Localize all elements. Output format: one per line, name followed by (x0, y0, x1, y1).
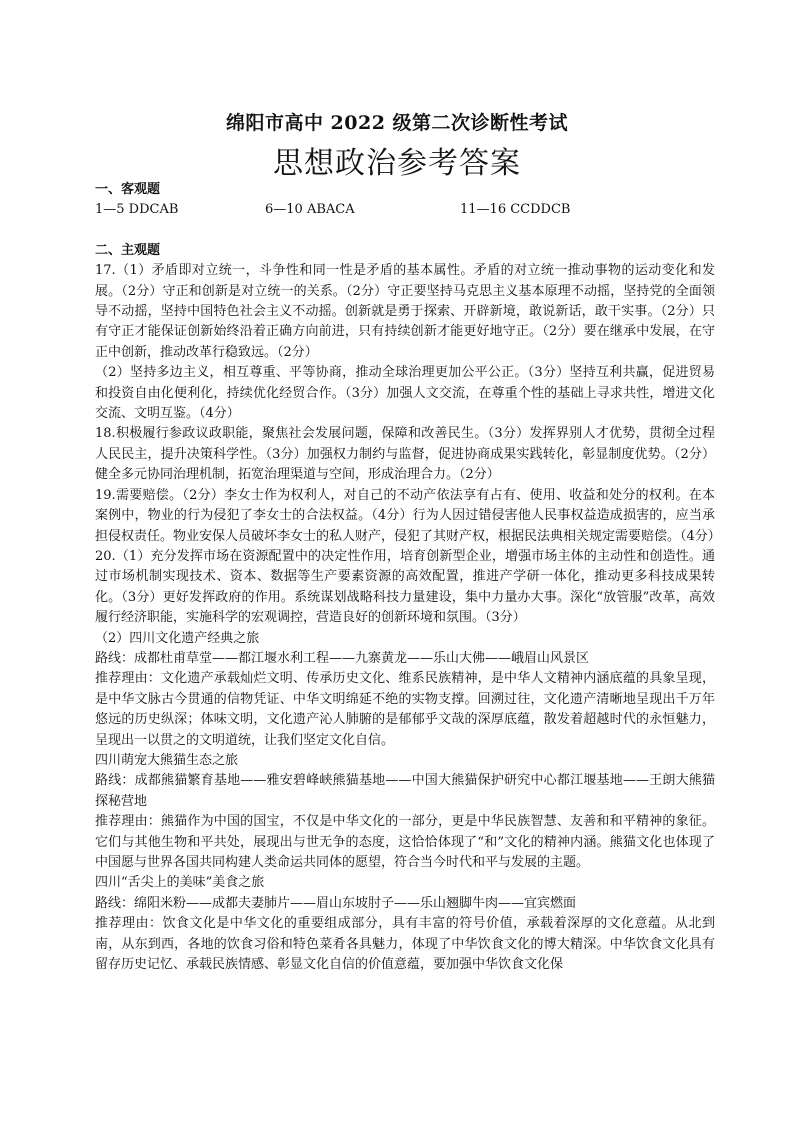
answer-20-1: 20.（1）充分发挥市场在资源配置中的决定性作用，培育创新型企业，增强市场主体的主动性和创造性。通过市场机制实现技术、资本、数据等生产要素资源的高效配置，推进产学研一体化，推动更多科技成果转化。（3分）更好发挥政府的作用。系统谋划战略科技力量建设，集中力量办大事。深化“放管服”改革，高效履行经济职能，实施科学的宏观调控，营造良好的创新环境和氛围。（3分） (95, 548, 715, 626)
answer-20-2-heading: （2）四川文化遗产经典之旅 (95, 630, 260, 646)
tour-2-title: 四川萌宠大熊猫生态之旅 (95, 752, 239, 768)
route-1: 路线：成都杜甫草堂——都江堰水利工程——九寨黄龙——乐山大佛——峨眉山风景区 (95, 650, 590, 666)
spacer (95, 221, 715, 241)
exam-title: 绵阳市高中 2022 级第二次诊断性考试 (225, 112, 569, 134)
tour-3-title: 四川“舌尖上的美味”美食之旅 (95, 875, 265, 891)
subjective-heading: 二、主观题 (95, 242, 161, 258)
answer-group-1: 1—5 DDCAB (95, 202, 179, 218)
answer-group-3: 11—16 CCDDCB (460, 202, 571, 218)
answer-key-title: 思想政治参考答案 (273, 146, 521, 181)
answer-19: 19.需要赔偿。（2分）李女士作为权利人，对自己的不动产依法享有占有、使用、收益和处分的权利。在本案例中，物业的行为侵犯了李女士的合法权益。（4分）行为人因过错侵害他人民事权益造成损害的，应当承担侵权责任。物业安保人员破坏李女士的私人财产，侵犯了其财产权，根据民法典相关规定需要赔偿。（4分） (95, 487, 721, 544)
answer-17-2: （2）坚持多边主义，相互尊重、平等协商，推动全球治理更加公平公正。（3分）坚持互利共赢，促进贸易和投资自由化便利化，持续优化经贸合作。（3分）加强人文交流，在尊重个性的基础上寻求共性，增进文化交流、文明互鉴。（4分） (95, 365, 715, 422)
answer-17-1: 17.（1）矛盾即对立统一，斗争性和同一性是矛盾的基本属性。矛盾的对立统一推动事物的运动变化和发展。（2分）守正和创新是对立统一的关系。（2分）守正要坚持马克思主义基本原理不动摇，坚持党的全面领导不动摇，坚持中国特色社会主义不动摇。创新就是勇于探索、开辟新境，敢说新话，敢干实事。（2分）只有守正才能保证创新始终沿着正确方向前进，只有持续创新才能更好地守正。（2分）要在继承中发展，在守正中创新，推动改革行稳致远。（2分） (95, 263, 715, 360)
answer-18: 18.积极履行参政议政职能，聚焦社会发展问题，保障和改善民生。（3分）发挥界别人才优势，贯彻全过程人民民主，提升决策科学性。（3分）加强权力制约与监督，促进协商成果实践转化，彰显制度优势。（2分）健全多元协同治理机制，拓宽治理渠道与空间，形成治理合力。（2分） (95, 426, 715, 483)
route-2: 路线：成都熊猫繁育基地——雅安碧峰峡熊猫基地——中国大熊猫保护研究中心都江堰基地——王朗大熊猫探秘营地 (95, 773, 715, 809)
objective-heading: 一、客观题 (95, 182, 161, 197)
objective-answers (95, 200, 715, 220)
answer-group-2: 6—10 ABACA (265, 202, 355, 218)
reason-2: 推荐理由：熊猫作为中国的国宝，不仅是中华文化的一部分，更是中华民族智慧、友善和和平精神的象征。它们与其他生物和平共处，展现出与世无争的态度，这恰恰体现了“和”文化的精神内涵。熊猫文化也体现了中国愿与世界各国共同构建人类命运共同体的愿望，符合当今时代和平与发展的主题。 (95, 814, 715, 870)
route-3: 路线：绵阳米粉——成都夫妻肺片——眉山东坡肘子——乐山翘脚牛肉——宜宾燃面 (95, 895, 577, 911)
reason-1: 推荐理由：文化遗产承载灿烂文明、传承历史文化、维系民族精神，是中华人文精神内涵底蕴的具象呈现，是中华文脉古今贯通的信物凭证、中华文明绵延不绝的实物支撑。回溯过往，文化遗产清晰地呈现出千万年悠远的历史纵深；体味文明，文化遗产沁人肺腑的是郁郁乎文哉的深厚底蕴，散发着超越时代的永恒魅力，呈现出一以贯之的文明道统，让我们坚定文化自信。 (95, 671, 715, 748)
document-body (95, 180, 721, 975)
reason-3: 推荐理由：饮食文化是中华文化的重要组成部分，具有丰富的符号价值，承载着深厚的文化意蕴。从北到南，从东到西，各地的饮食习俗和特色菜肴各具魅力，体现了中华饮食文化的博大精深。中华饮食文化具有留存历史记忆、承载民族情感、彰显文化自信的价值意蕴，要加强中华饮食文化保 (95, 916, 715, 973)
